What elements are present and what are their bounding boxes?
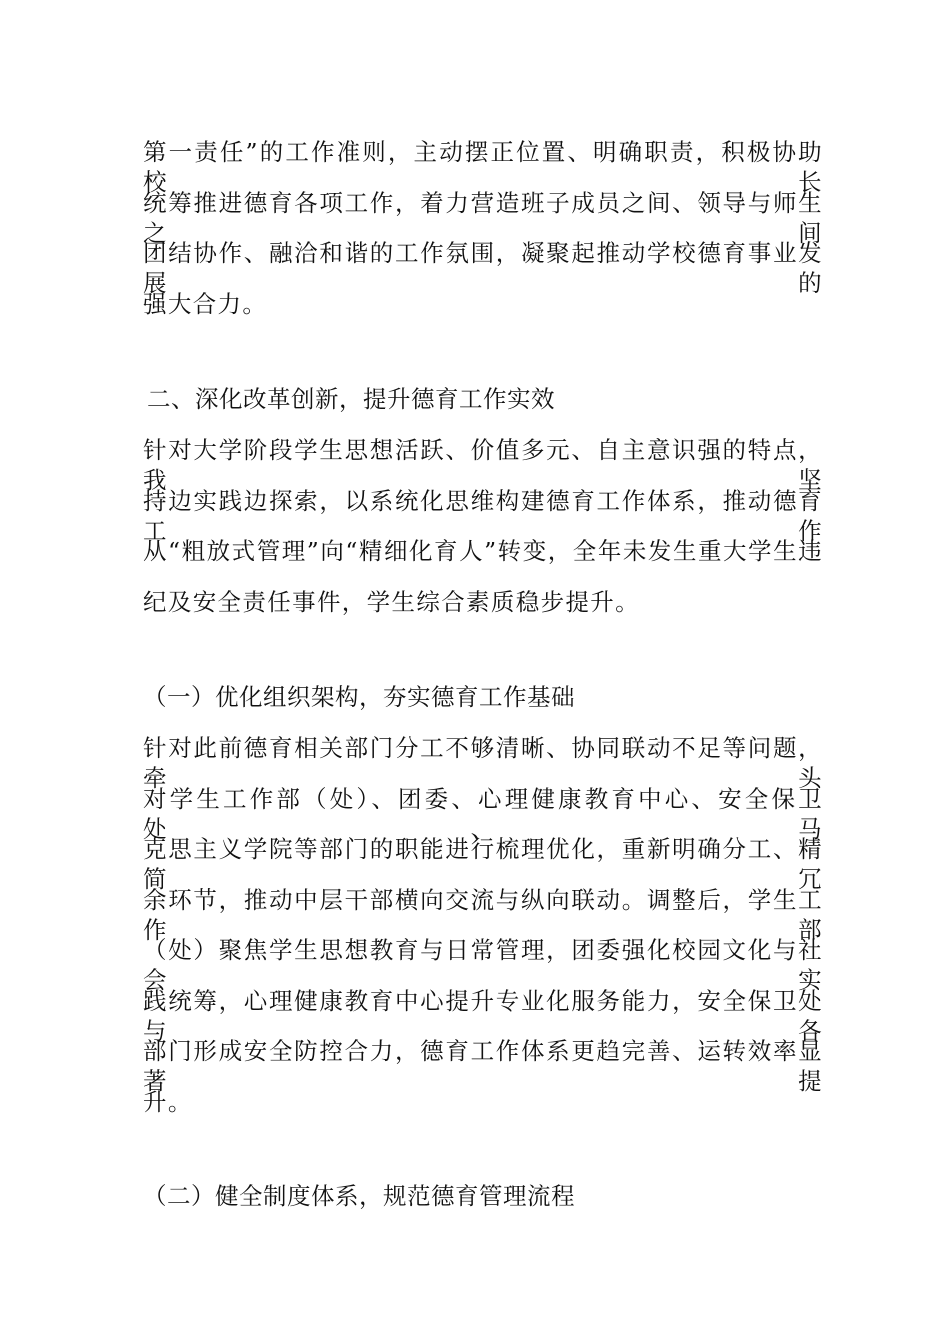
paragraph-line: 对学生工作部（处）、团委、心理健康教育中心、安全保卫处、马 <box>143 785 823 843</box>
paragraph-line: 升。 <box>143 1088 193 1116</box>
subsection-heading: （二）健全制度体系，规范德育管理流程 <box>143 1182 575 1210</box>
paragraph-line: 针对此前德育相关部门分工不够清晰、协同联动不足等问题，牵头 <box>143 734 823 792</box>
paragraph-line: 团结协作、融洽和谐的工作氛围，凝聚起推动学校德育事业发展的 <box>143 239 823 297</box>
paragraph-line: 第一责任”的工作准则，主动摆正位置、明确职责，积极协助校长 <box>143 138 823 196</box>
paragraph-line: 统筹推进德育各项工作，着力营造班子成员之间、领导与师生之间 <box>143 189 823 247</box>
paragraph-line: 部门形成安全防控合力，德育工作体系更趋完善、运转效率显著提 <box>143 1037 823 1095</box>
paragraph-line: 强大合力。 <box>143 290 268 318</box>
paragraph-line: 持边实践边探索，以系统化思维构建德育工作体系，推动德育工作 <box>143 487 823 545</box>
paragraph-line: 践统筹，心理健康教育中心提升专业化服务能力，安全保卫处与各 <box>143 987 823 1045</box>
section-heading: 二、深化改革创新，提升德育工作实效 <box>147 385 555 413</box>
paragraph-line: （处）聚焦学生思想教育与日常管理，团委强化校园文化与社会实 <box>143 936 823 994</box>
subsection-heading: （一）优化组织架构，夯实德育工作基础 <box>143 683 575 711</box>
paragraph-line: 克思主义学院等部门的职能进行梳理优化，重新明确分工、精简冗 <box>143 835 823 893</box>
paragraph-line: 纪及安全责任事件，学生综合素质稳步提升。 <box>143 588 640 616</box>
paragraph-line: 从“粗放式管理”向“精细化育人”转变，全年未发生重大学生违 <box>143 537 823 565</box>
paragraph-line: 针对大学阶段学生思想活跃、价值多元、自主意识强的特点，我坚 <box>143 436 823 494</box>
paragraph-line: 余环节，推动中层干部横向交流与纵向联动。调整后，学生工作部 <box>143 886 823 944</box>
